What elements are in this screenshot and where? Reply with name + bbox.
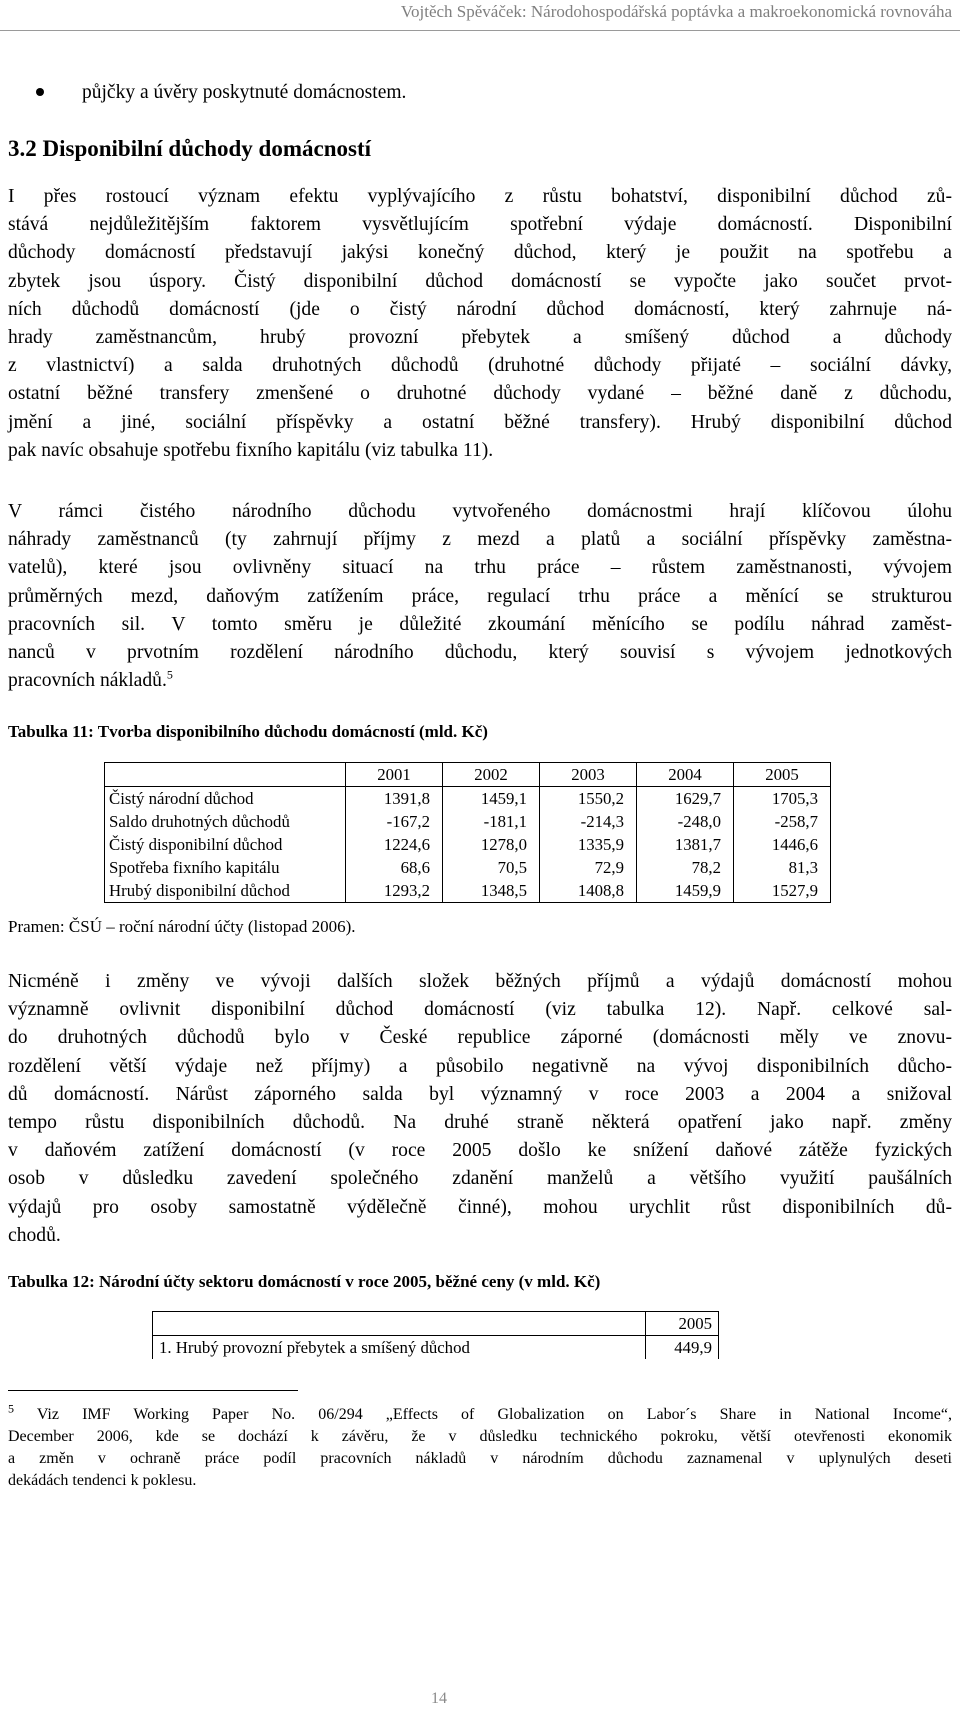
table-cell: -214,3 <box>540 810 637 833</box>
table-11-caption: Tabulka 11: Tvorba disponibilního důchodu domácností (mld. Kč) <box>8 722 488 741</box>
table-header-year: 2005 <box>734 763 831 787</box>
table-cell: 1705,3 <box>734 787 831 811</box>
paragraph-line-text: pracovních nákladů. <box>8 670 167 692</box>
paragraph-line: hrady zaměstnancům, hrubý provozní přebytek a smíšený důchod a důchody <box>8 326 952 348</box>
table-row-label: Čistý disponibilní důchod <box>105 833 346 856</box>
table-row <box>105 856 831 879</box>
table-cell: 1629,7 <box>637 787 734 811</box>
footnote-line: dekádách tendenci k poklesu. <box>8 1472 197 1489</box>
paragraph-line: ostatní běžné transfery zmenšené o druhotné důchody vydané – běžné daně z důchodu, <box>8 383 952 405</box>
paragraph-line: pracovních sil. V tomto směru je důležité zkoumání měnícího se podílu náhrad zaměst- <box>8 613 952 635</box>
paragraph-line: osob v důsledku zavedení společného zdanění manželů a většího využití paušálních <box>8 1168 952 1190</box>
table-cell: 1408,8 <box>540 879 637 903</box>
paragraph-line: zbytek jsou úspory. Čistý disponibilní důchod domácností se vypočte jako součet prvot- <box>8 270 952 292</box>
table-cell: 1293,2 <box>346 879 443 903</box>
table-row <box>153 1336 719 1360</box>
table-row-label: Hrubý disponibilní důchod <box>105 879 346 903</box>
table-header-row <box>153 1312 719 1336</box>
table-cell: 449,9 <box>646 1336 719 1360</box>
table-cell: 1391,8 <box>346 787 443 811</box>
footnote-line: December 2006, kde se dochází k závěru, že v důsledku technického pokroku, větší otevřenosti ekonomik <box>8 1428 952 1445</box>
paragraph-2 <box>8 498 952 695</box>
bullet-icon <box>36 88 44 96</box>
footnote-line <box>8 1401 952 1426</box>
table-row <box>105 810 831 833</box>
footnote-line: a změn v ochraně práce podíl pracovních nákladů v národním důchodu zaznamenal v uplynulých deseti <box>8 1450 952 1467</box>
table-cell: -181,1 <box>443 810 540 833</box>
table-cell: 1527,9 <box>734 879 831 903</box>
table-header-year: 2004 <box>637 763 734 787</box>
paragraph-line: tempo růstu disponibilních důchodů. Na druhé straně některá opatření jako např. změny <box>8 1111 952 1133</box>
table-cell: 1335,9 <box>540 833 637 856</box>
table-cell: 1446,6 <box>734 833 831 856</box>
table-row-label: Čistý národní důchod <box>105 787 346 811</box>
table-cell: 1224,6 <box>346 833 443 856</box>
table-cell: 1278,0 <box>443 833 540 856</box>
footnote-rule <box>8 1390 298 1391</box>
table-12-caption: Tabulka 12: Národní účty sektoru domácností v roce 2005, běžné ceny (v mld. Kč) <box>8 1272 601 1291</box>
table-header-year: 2005 <box>646 1312 719 1336</box>
table-row-label: 1. Hrubý provozní přebytek a smíšený důchod <box>153 1336 646 1360</box>
paragraph-line: průměrných mezd, daňovým zatížením práce, regulací trhu práce a měnící se strukturou <box>8 585 952 607</box>
footnote-reference[interactable]: 5 <box>166 667 173 682</box>
table-cell: 1381,7 <box>637 833 734 856</box>
table-header-blank <box>105 763 346 787</box>
paragraph-line: V rámci čistého národního důchodu vytvořeného domácnostmi hrají klíčovou úlohu <box>8 501 952 522</box>
header-rule <box>0 30 960 31</box>
table-cell: 1348,5 <box>443 879 540 903</box>
paragraph-line: ních důchodů domácností (jde o čistý národní důchod domácností, který zahrnuje ná- <box>8 298 952 320</box>
paragraph-line: pak navíc obsahuje spotřebu fixního kapitálu (viz tabulka 11). <box>8 439 494 461</box>
paragraph-line: nanců v prvotním rozdělení národního důchodu, který souvisí s vývojem jednotkových <box>8 641 952 663</box>
table-11-source: Pramen: ČSÚ – roční národní účty (listopad 2006). <box>8 917 356 936</box>
paragraph-line: důchody domácností představují jakýsi konečný důchod, který je použit na spotřebu a <box>8 242 952 264</box>
table-cell: 70,5 <box>443 856 540 879</box>
table-cell: 72,9 <box>540 856 637 879</box>
paragraph-line: v daňovém zatížení domácností (v roce 2005 došlo ke snížení daňové zátěže fyzických <box>8 1140 952 1162</box>
paragraph-3 <box>8 968 952 1250</box>
table-header-blank <box>153 1312 646 1336</box>
table-cell: 68,6 <box>346 856 443 879</box>
footnote <box>8 1401 952 1492</box>
paragraph-line: chodů. <box>8 1224 61 1246</box>
paragraph-line: významně ovlivnit disponibilní důchod domácností (viz tabulka 12). Např. celkové sal- <box>8 999 952 1021</box>
table-cell: 1459,1 <box>443 787 540 811</box>
table-row <box>105 879 831 903</box>
footnote-line-text: Viz IMF Working Paper No. 06/294 „Effects of Globalization on Labor´s Share in National Income“, <box>36 1406 952 1423</box>
paragraph-line: jmění a jiné, sociální příspěvky a ostatní běžné transfery). Hrubý disponibilní důchod <box>8 411 952 433</box>
table-cell: 81,3 <box>734 856 831 879</box>
table-cell: 1459,9 <box>637 879 734 903</box>
table-row-label: Spotřeba fixního kapitálu <box>105 856 346 879</box>
table-12 <box>152 1311 719 1359</box>
paragraph-line: do druhotných důchodů bylo v České republice záporné (domácnosti měly ve znovu- <box>8 1027 952 1049</box>
table-cell: -258,7 <box>734 810 831 833</box>
table-cell: -167,2 <box>346 810 443 833</box>
paragraph-1 <box>8 183 952 465</box>
table-cell: 78,2 <box>637 856 734 879</box>
table-cell: 1550,2 <box>540 787 637 811</box>
paragraph-line: dů domácností. Nárůst záporného salda byl významný v roce 2003 a 2004 a snižoval <box>8 1083 952 1105</box>
paragraph-line: I přes rostoucí význam efektu vyplývajícího z růstu bohatství, disponibilní důchod zů- <box>8 186 952 207</box>
bullet-text: půjčky a úvěry poskytnuté domácnostem. <box>82 82 407 103</box>
paragraph-line: vatelů), které jsou ovlivněny situací na trhu práce – růstem zaměstnanosti, vývojem <box>8 557 952 579</box>
footnote-number: 5 <box>8 1401 14 1416</box>
paragraph-line: Nicméně i změny ve vývoji dalších složek běžných příjmů a výdajů domácností mohou <box>8 971 952 992</box>
table-cell: -248,0 <box>637 810 734 833</box>
table-header-row <box>105 763 831 787</box>
table-header-year: 2003 <box>540 763 637 787</box>
table-header-year: 2001 <box>346 763 443 787</box>
table-row-label: Saldo druhotných důchodů <box>105 810 346 833</box>
table-row <box>105 787 831 811</box>
paragraph-line: z vlastnictví) a salda druhotných důchodů (druhotné důchody přijaté – sociální dávky, <box>8 355 952 377</box>
table-header-year: 2002 <box>443 763 540 787</box>
paragraph-line: náhrady zaměstnanců (ty zahrnují příjmy z mezd a platů a sociální příspěvky zaměstna- <box>8 529 952 551</box>
paragraph-line <box>8 667 952 695</box>
table-11 <box>104 762 831 903</box>
running-header: Vojtěch Spěváček: Národohospodářská poptávka a makroekonomická rovnováha <box>400 2 952 21</box>
table-row <box>105 833 831 856</box>
paragraph-line: výdajů pro osoby samostatně výdělečně činné), mohou urychlit růst disponibilních dů- <box>8 1196 952 1218</box>
page-number: 14 <box>431 1690 447 1707</box>
paragraph-line: rozdělení větší výdaje než příjmy) a působilo negativně na vývoj disponibilních důcho- <box>8 1055 952 1077</box>
paragraph-line: stává nejdůležitějším faktorem vysvětlujícím spotřební výdaje domácností. Disponibilní <box>8 214 952 236</box>
section-heading: 3.2 Disponibilní důchody domácností <box>8 136 372 161</box>
